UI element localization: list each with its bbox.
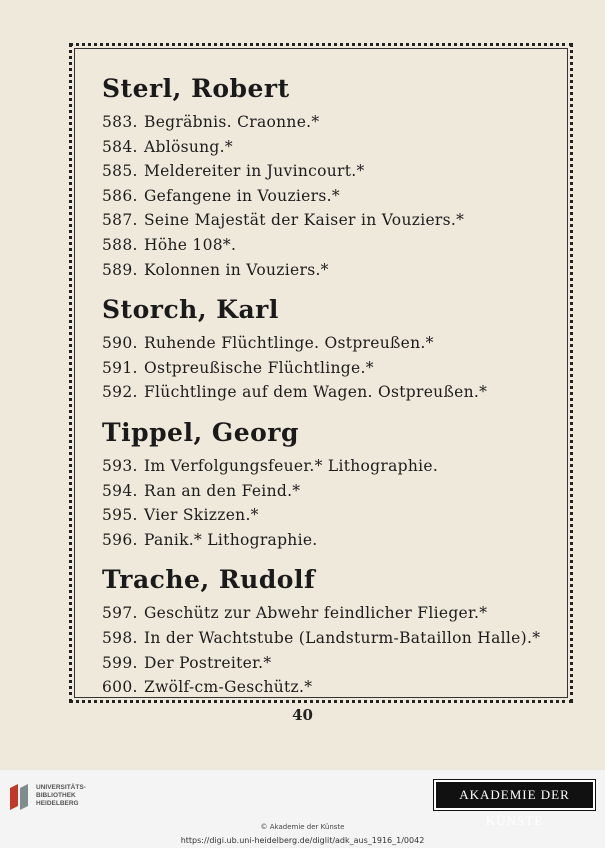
item-number: 583. [102,113,138,131]
library-logo-line: BIBLIOTHEK [36,792,76,799]
item-number: 595. [102,506,138,525]
catalog-item [102,159,542,184]
item-number: 594. [102,481,138,500]
catalog-item [102,135,542,160]
item-title: Meldereiter in Juvincourt.* [144,162,365,181]
item-title: Begräbnis. Craonne.* [144,113,320,131]
catalog-item [102,184,542,209]
artist-section-sterl [102,68,542,282]
item-number: 598. [102,628,138,647]
item-title: Ablösung.* [144,137,233,156]
item-number: 589. [102,260,138,279]
item-number: 591. [102,358,138,377]
artist-heading: Sterl, Robert [102,74,290,103]
permalink-url[interactable]: https://digi.ub.uni-heidelberg.de/diglit/adk_aus_1916_1/0042 [180,836,425,845]
catalog-item [102,258,542,283]
catalog-item [102,479,542,504]
item-title: Ruhende Flüchtlinge. Ostpreußen.* [144,334,434,353]
catalog-item [102,380,542,405]
artist-heading: Tippel, Georg [102,417,299,447]
catalog-entries [102,68,542,707]
artist-heading: Trache, Rudolf [102,565,316,595]
item-number: 593. [102,456,138,475]
item-number: 586. [102,186,138,205]
item-title: Gefangene in Vouziers.* [144,186,340,205]
university-library-logo[interactable] [8,782,118,816]
item-number: 600. [102,678,138,697]
catalog-item [102,528,542,553]
item-number: 592. [102,383,138,402]
item-title: Im Verfolgungsfeuer.* Lithographie. [144,456,439,475]
library-logo-line: UNIVERSITÄTS- [36,784,86,791]
library-logo-line: HEIDELBERG [36,800,79,807]
item-title: Vier Skizzen.* [144,506,259,525]
artist-heading: Storch, Karl [102,295,279,325]
item-number: 585. [102,162,138,181]
catalog-item [102,110,542,135]
item-number: 597. [102,604,138,623]
item-title: Geschütz zur Abwehr feindlicher Flieger.* [144,604,488,623]
item-number: 587. [102,211,138,230]
catalog-item [102,651,542,676]
catalog-item [102,233,542,258]
item-title: Kolonnen in Vouziers.* [144,260,329,279]
catalog-item [102,626,542,651]
page-border-frame [69,43,573,703]
copyright-notice: © Akademie der Künste [260,823,345,831]
catalog-item [102,208,542,233]
item-title: In der Wachtstube (Landsturm-Bataillon Halle).* [144,628,541,647]
artist-section-storch [102,289,542,405]
item-title: Seine Majestät der Kaiser in Vouziers.* [144,211,465,230]
item-title: Höhe 108*. [144,235,237,254]
page-number: 40 [292,706,313,724]
catalog-item [102,503,542,528]
catalog-item [102,454,542,479]
item-title: Der Postreiter.* [144,653,272,672]
artist-section-tippel [102,412,542,552]
item-title: Panik.* Lithographie. [144,530,318,549]
catalog-item [102,675,542,700]
library-emblem-icon [8,782,32,812]
viewer-footer [0,770,605,848]
item-title: Zwölf-cm-Geschütz.* [144,678,313,697]
item-number: 584. [102,137,138,156]
catalog-item [102,331,542,356]
item-number: 596. [102,530,138,549]
academy-logo[interactable]: AKADEMIE DER KÜNSTE [434,780,595,810]
catalog-item [102,601,542,626]
item-title: Flüchtlinge auf dem Wagen. Ostpreußen.* [144,383,488,402]
catalog-item [102,356,542,381]
item-number: 588. [102,235,138,254]
item-title: Ran an den Feind.* [144,481,301,500]
artist-section-trache [102,559,542,699]
item-number: 599. [102,653,138,672]
item-title: Ostpreußische Flüchtlinge.* [144,358,374,377]
item-number: 590. [102,334,138,353]
